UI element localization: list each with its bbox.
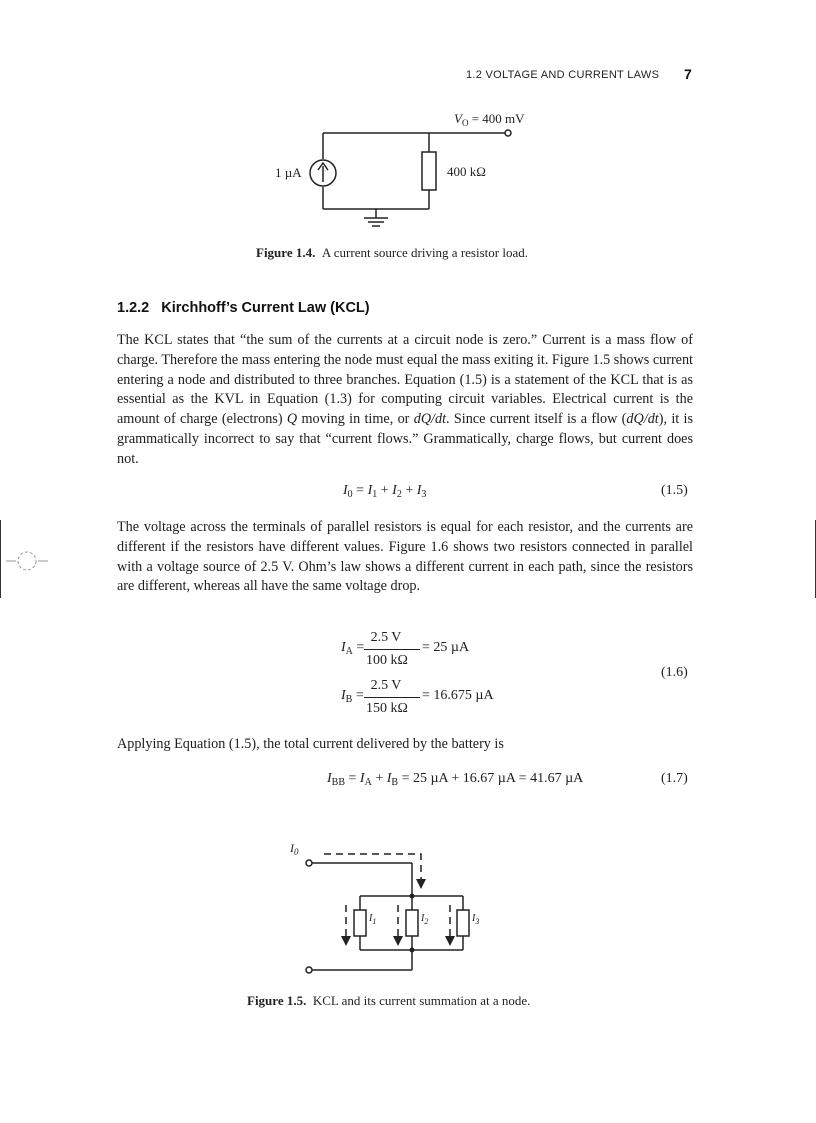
arrow-down-icon <box>341 936 351 946</box>
output-terminal-icon <box>505 130 511 136</box>
paragraph-parallel-resistors: The voltage across the terminals of parallel resistors is equal for each resistor, and the currents are different if the resistors have different values. Figure 1.6 shows two resistors connected in parallel with a voltage source of 2.5 V. Ohm’s law shows a different current in each path, since the resistors are different, whereas all have the same voltage drop. <box>117 519 693 595</box>
figure-1-5-circuit <box>280 835 510 985</box>
figure-1-4-circuit <box>260 104 540 234</box>
return-terminal-icon <box>306 967 312 973</box>
branch-2-label: $I_2$ <box>421 913 429 926</box>
caption-text: A current source driving a resistor load. <box>321 245 528 260</box>
source-arrow-icon <box>318 163 328 182</box>
output-voltage-label: $V_O = 400$ mV <box>454 111 525 128</box>
arrow-down-icon <box>393 936 403 946</box>
equation-1-6-a-result: = 25 µA <box>422 640 470 655</box>
scan-edge-mark <box>0 520 1 598</box>
figure-1-5-caption <box>247 993 530 1009</box>
node-dot-icon <box>410 948 415 953</box>
equation-1-7-number: (1.7) <box>661 771 688 786</box>
figure-1-4-caption <box>256 245 528 261</box>
caption-label: Figure 1.4. <box>256 245 316 260</box>
node-dot-icon <box>410 894 415 899</box>
fraction-bar <box>364 649 420 650</box>
section-heading <box>117 300 370 316</box>
arrow-down-icon <box>445 936 455 946</box>
input-terminal-icon <box>306 860 312 866</box>
equation-1-6-b-numerator: 2.5 V <box>370 678 402 693</box>
resistor-label: 400 kΩ <box>447 164 486 179</box>
section-title: Kirchhoff’s Current Law (KCL) <box>161 300 370 316</box>
equation-1-6-a-lhs: $I_A$ = <box>341 640 365 657</box>
equation-1-6-b-denominator: 150 kΩ <box>366 701 408 716</box>
resistor-2-icon <box>406 910 418 936</box>
resistor-3-icon <box>457 910 469 936</box>
equation-1-5: $I_0 = I_1 + I_2 + I_3$ <box>343 483 427 500</box>
input-current-dashed-path <box>324 854 421 880</box>
caption-label: Figure 1.5. <box>247 993 307 1008</box>
registration-mark-icon <box>6 550 48 572</box>
caption-text: KCL and its current summation at a node. <box>312 993 531 1008</box>
arrow-down-icon <box>416 879 426 889</box>
paragraph-battery-current: Applying Equation (1.5), the total current delivered by the battery is <box>117 736 504 752</box>
fraction-bar <box>364 697 420 698</box>
paragraph-kcl-intro: The KCL states that “the sum of the currents at a circuit node is zero.” Current is a mass flow of charge. Therefore the mass entering the node must equal the mass exiting it. Figure 1.5 shows current entering a node and distributed to three branches. Equation (1.5) is a statement of the KCL that is as essential as the KVL in Equation (1.3) for computing circuit variables. Electrical current is the amount of charge (electrons) Q moving in time, or dQ/dt. Since current itself is a flow (dQ/dt), it is grammatically incorrect to say that “current flows.” Grammatically, charge flows, but current does not. <box>117 332 693 467</box>
resistor-icon <box>422 152 436 190</box>
equation-1-6-number: (1.6) <box>661 665 688 680</box>
equation-1-6-a-numerator: 2.5 V <box>370 630 402 645</box>
equation-1-6-b-lhs: $I_B$ = <box>341 688 364 705</box>
source-label: 1 µA <box>275 165 302 180</box>
equation-1-7: $I_{BB} = I_A + I_B = 25$ µA + 16.67 µA = 41.67 µA <box>327 771 584 788</box>
branch-3-label: $I_3$ <box>472 913 480 926</box>
page-number: 7 <box>684 66 692 82</box>
resistor-1-icon <box>354 910 366 936</box>
running-header: 1.2 VOLTAGE AND CURRENT LAWS <box>466 69 660 81</box>
equation-1-6-b-result: = 16.675 µA <box>422 688 494 703</box>
section-number: 1.2.2 <box>117 300 150 316</box>
branch-1-label: $I_1$ <box>369 913 377 926</box>
equation-1-5-number: (1.5) <box>661 483 688 498</box>
input-current-label: $I_0$ <box>290 841 299 857</box>
equation-1-6-a-denominator: 100 kΩ <box>366 653 408 668</box>
